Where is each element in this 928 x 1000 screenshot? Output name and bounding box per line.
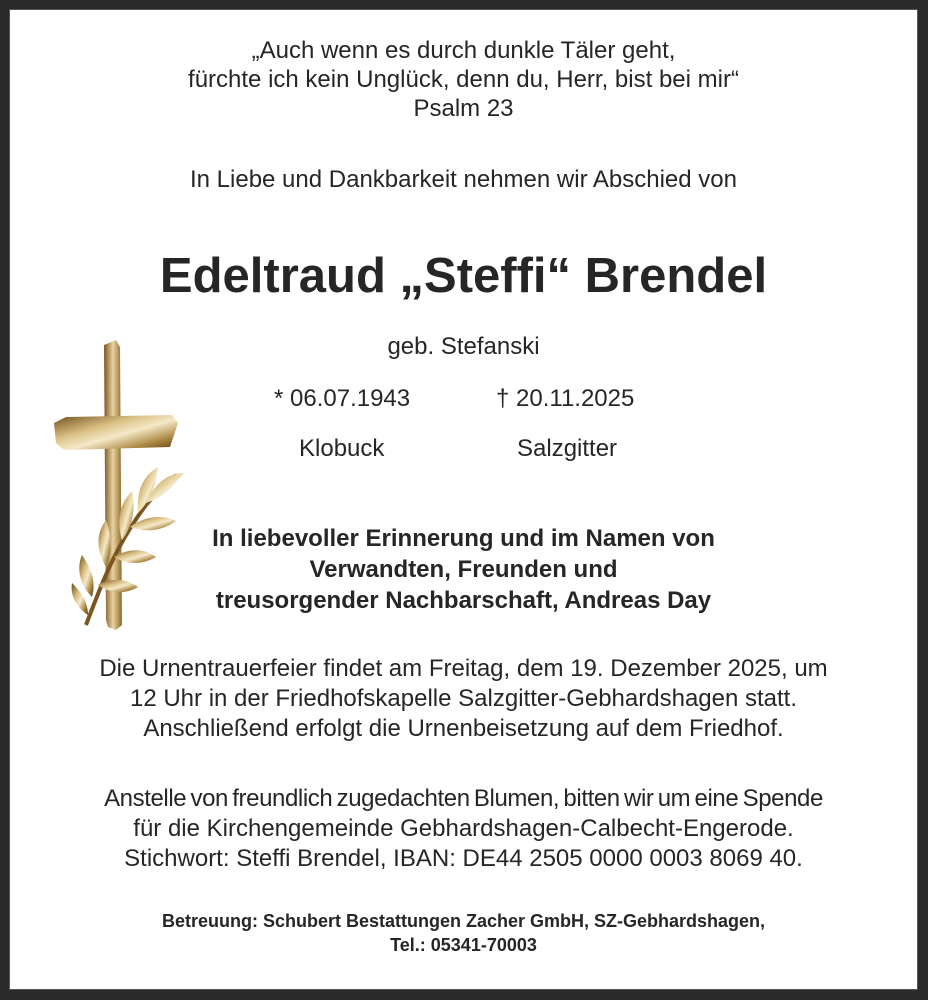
funeral-home-line-1: Betreuung: Schubert Bestattungen Zacher GmbH, SZ-Gebhardshagen, [161, 911, 766, 931]
birth-date: * 06.07.1943 [274, 385, 411, 412]
donation-line-1: Anstelle von freundlich zugedachten Blumen, bitten wir um eine Spende [104, 785, 823, 812]
obituary-card [9, 9, 918, 990]
intro-text: In Liebe und Dankbarkeit nehmen wir Abschied von [189, 166, 737, 193]
psalm-quote-line-1: „Auch wenn es durch dunkle Täler geht, [251, 37, 676, 64]
mourners-line-3: treusorgender Nachbarschaft, Andreas Day [215, 587, 712, 614]
donation-line-3: Stichwort: Steffi Brendel, IBAN: DE44 2505 0000 0003 8069 40. [124, 845, 803, 872]
funeral-home-phone: Tel.: 05341-70003 [390, 935, 537, 955]
death-date: † 20.11.2025 [496, 385, 635, 412]
ceremony-line-2: 12 Uhr in der Friedhofskapelle Salzgitter-Gebhardshagen statt. [129, 685, 798, 712]
mourners-line-1: In liebevoller Erinnerung und im Namen von [212, 525, 715, 552]
psalm-quote-line-2: fürchte ich kein Unglück, denn du, Herr, bist bei mir“ [188, 66, 739, 93]
ceremony-line-3: Anschließend erfolgt die Urnenbeisetzung auf dem Friedhof. [143, 715, 784, 742]
donation-line-2: für die Kirchengemeinde Gebhardshagen-Calbecht-Engerode. [133, 815, 794, 842]
psalm-source: Psalm 23 [413, 95, 514, 122]
maiden-name: geb. Stefanski [387, 333, 540, 360]
deceased-name: Edeltraud „Steffi“ Brendel [159, 249, 768, 303]
death-place: Salzgitter [517, 435, 618, 462]
mourners-line-2: Verwandten, Freunden und [309, 556, 618, 583]
ceremony-line-1: Die Urnentrauerfeier findet am Freitag, dem 19. Dezember 2025, um [99, 655, 828, 682]
birth-place: Klobuck [299, 435, 385, 462]
